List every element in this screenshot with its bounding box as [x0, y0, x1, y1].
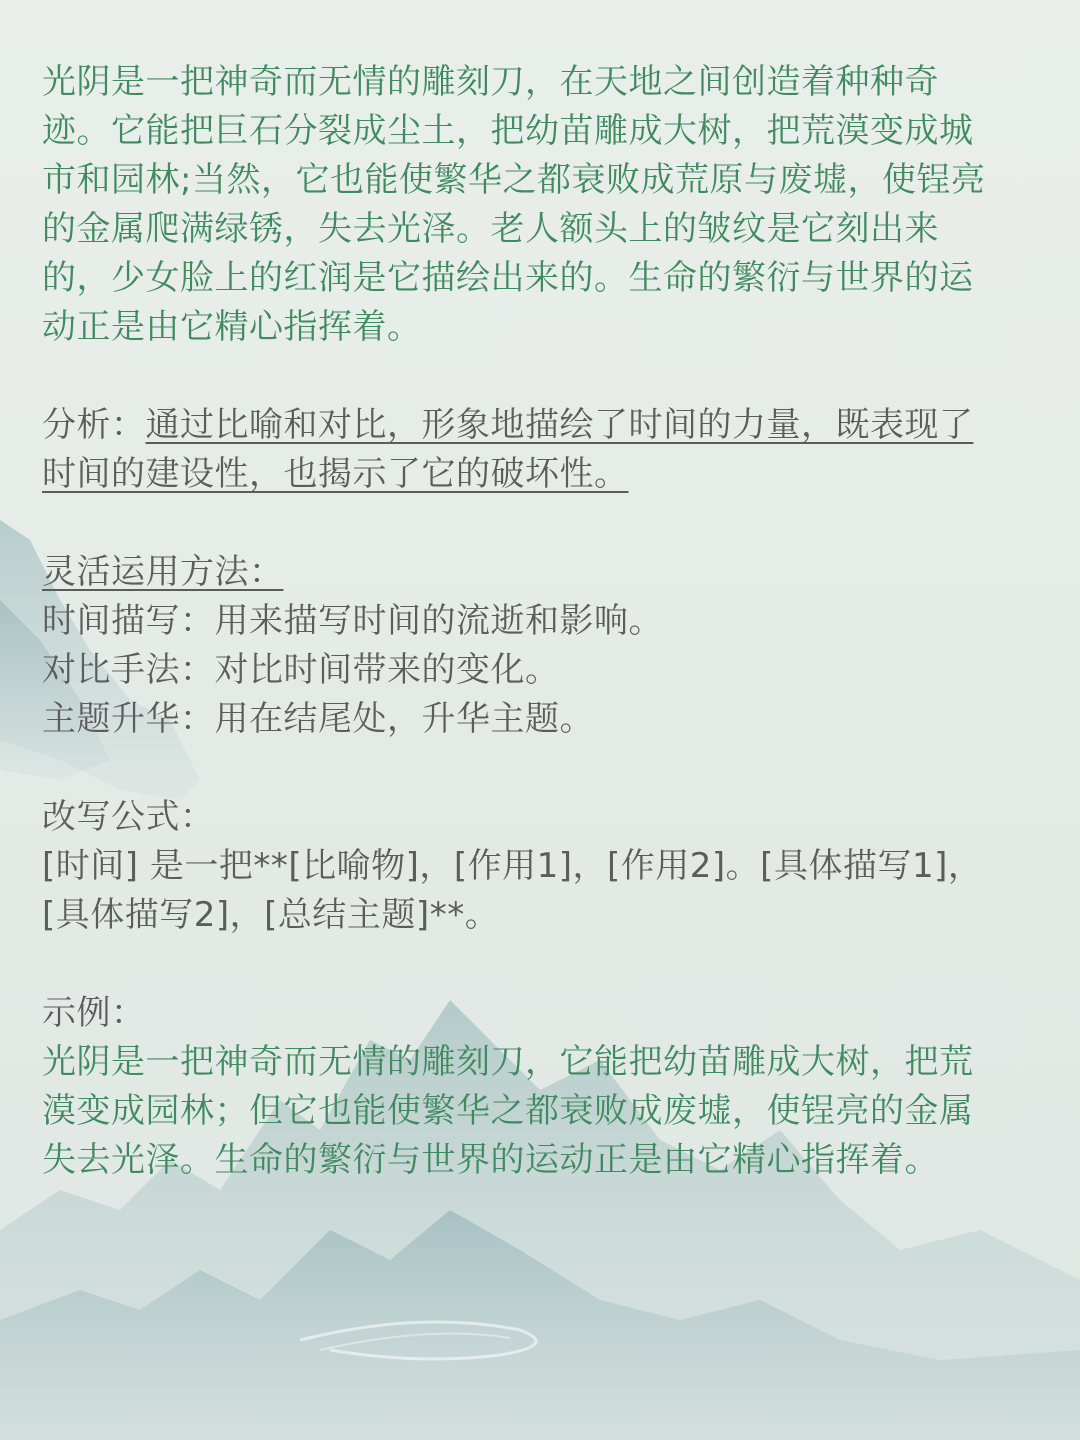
method-item-theme: 主题升华：用在结尾处，升华主题。: [42, 699, 594, 739]
analysis-text: 通过比喻和对比，形象地描绘了时间的力量，既表现了时间的建设性，也揭示了它的破坏性。: [42, 405, 974, 494]
method-item-time: 时间描写：用来描写时间的流逝和影响。: [42, 601, 663, 641]
methods-heading: 灵活运用方法：: [42, 552, 284, 592]
example-text: 光阴是一把神奇而无情的雕刻刀，它能把幼苗雕成大树，把荒漠变成园林；但它也能使繁华之都衰败成废墟，使锃亮的金属失去光泽。生命的繁衍与世界的运动正是由它精心指挥着。: [42, 1042, 974, 1180]
formula-heading: 改写公式：: [42, 797, 215, 837]
analysis-label: 分析：: [42, 405, 146, 445]
example-heading: 示例：: [42, 993, 146, 1033]
article: [42, 58, 1002, 1185]
method-item-contrast: 对比手法：对比时间带来的变化。: [42, 650, 560, 690]
formula-text: [时间] 是一把**[比喻物]，[作用1]，[作用2]。[具体描写1]，[具体描写2]，[总结主题]**。: [42, 846, 983, 935]
passage: 光阴是一把神奇而无情的雕刻刀，在天地之间创造着种种奇迹。它能把巨石分裂成尘土，把幼苗雕成大树，把荒漠变成城市和园林;当然，它也能使繁华之都衰败成荒原与废墟，使锃亮的金属爬满绿锈，失去光泽。老人额头上的皱纹是它刻出来的，少女脸上的红润是它描绘出来的。生命的繁衍与世界的运动正是由它精心指挥着。: [42, 62, 986, 347]
analysis: [42, 401, 1002, 499]
